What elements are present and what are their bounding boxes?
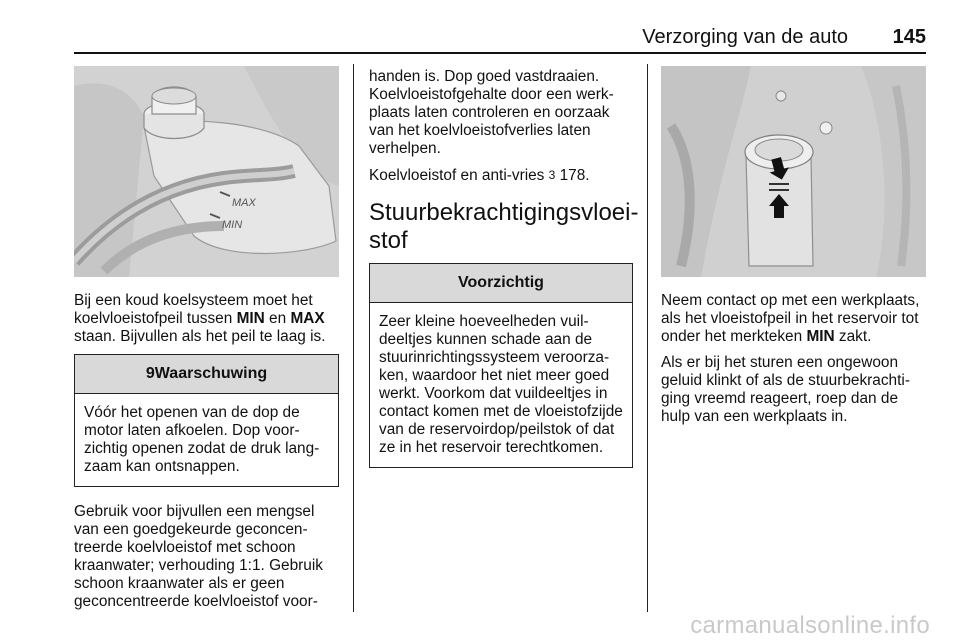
- warning-box: [74, 354, 339, 487]
- steering-fluid-level-paragraph: Neem contact op met een werkplaats, als het vloeistofpeil in het reservoir tot onder het merkteken MIN zakt.: [661, 292, 920, 345]
- refill-paragraph: Gebruik voor bijvullen een mengsel van een goedgekeurde geconcentreerde koelvloeistof met schoon kraanwater; verhouding 1:1. Gebruik schoon kraanwater als er geen geconcentreerde koelvloeistof voor-: [74, 503, 323, 610]
- warning-text: Vóór het openen van de dop de motor laten afkoelen. Dop voorzichtig openen zodat de druk langzaam kan ontsnappen.: [84, 404, 320, 475]
- caution-header: Voorzichtig: [370, 264, 632, 303]
- caution-text: Zeer kleine hoeveelheden vuildeeltjes kunnen schade aan de stuurinrichtingssysteem veroorzaken, waardoor het niet meer goed werkt. Voorkom dat vuildeeltjes in contact komen met de vloeistofzijde van de reservoirdop/peilstok of dat ze in het reservoir terechtkomen.: [379, 313, 623, 456]
- coolant-service-paragraph: handen is. Dop goed vastdraaien. Koelvloeistofgehalte door een werkplaats laten controleren en oorzaak van het koelvloeistofverlies laten verhelpen.: [369, 68, 614, 157]
- coolant-level-paragraph: Bij een koud koelsysteem moet het koelvloeistofpeil tussen MIN en MAX staan. Bijvullen als het peil te laag is.: [74, 292, 326, 345]
- section-heading: Stuurbekrachtigingsvloeistof: [369, 199, 639, 254]
- column-1: [74, 292, 339, 619]
- warning-triangle-icon: 9: [145, 365, 155, 382]
- page-header: [74, 26, 926, 52]
- warning-header: [75, 355, 338, 394]
- column-divider-1: [353, 64, 354, 612]
- watermark: carmanualsonline.info: [690, 612, 930, 639]
- caution-box: [369, 263, 633, 468]
- header-rule: [74, 52, 926, 54]
- max-mark-label: MAX: [232, 197, 256, 209]
- min-mark-label: MIN: [222, 219, 243, 231]
- column-divider-2: [647, 64, 648, 612]
- coolant-reference-paragraph: Koelvloeistof en anti-vries 3 178.: [369, 167, 590, 184]
- chapter-title: Verzorging van de auto: [642, 26, 848, 48]
- column-3: [661, 292, 926, 434]
- warning-title: Waarschuwing: [154, 365, 268, 382]
- coolant-reservoir-figure: [74, 66, 339, 277]
- steering-noise-paragraph: Als er bij het sturen een ongewoon geluid klinkt of als de stuurbekrachtiging vreemd reageert, roep dan de hulp van een werkplaats in.: [661, 354, 910, 425]
- column-2: [369, 68, 639, 468]
- power-steering-reservoir-figure: [661, 66, 926, 277]
- page-number: 145: [892, 26, 926, 48]
- cross-reference-arrow-icon: 3: [548, 168, 556, 182]
